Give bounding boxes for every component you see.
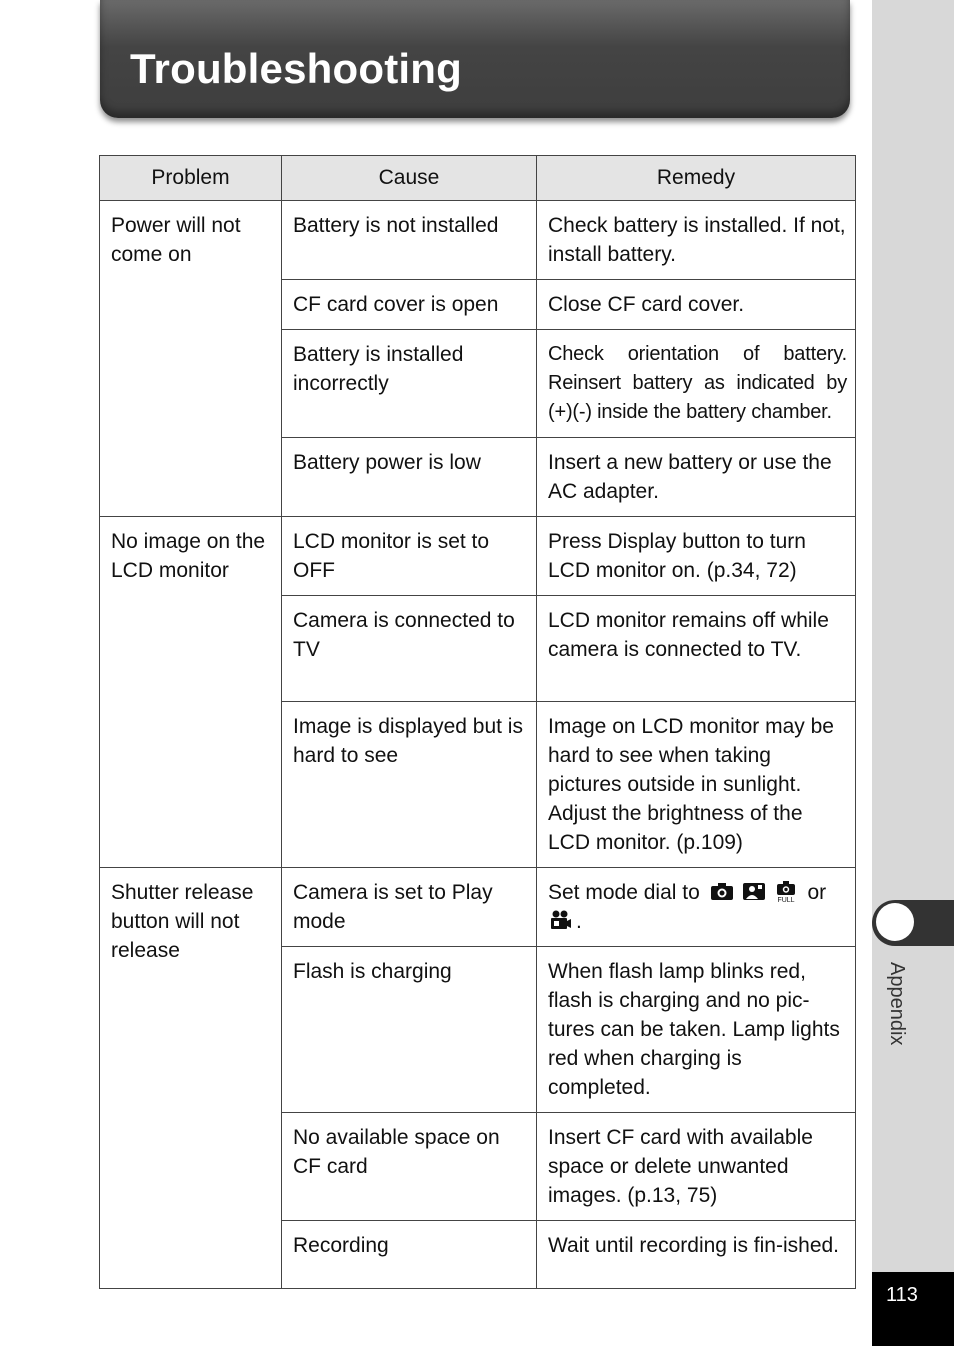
- table-row: [100, 868, 856, 947]
- portrait-icon: [742, 880, 766, 902]
- section-label: Appendix: [886, 962, 908, 1046]
- problem-cell: Shutter release button will not release: [100, 868, 282, 1289]
- remedy-cell: Press Display button to turn LCD monitor on. (p.34, 72): [537, 517, 856, 596]
- remedy-end: .: [576, 910, 582, 933]
- movie-icon: [548, 909, 572, 931]
- remedy-cell: Wait until recording is fin-ished.: [537, 1221, 856, 1289]
- header-remedy: Remedy: [537, 156, 856, 201]
- sidebar-strip: [872, 0, 954, 1346]
- header-problem: Problem: [100, 156, 282, 201]
- troubleshooting-table: [99, 155, 856, 1289]
- cause-cell: LCD monitor is set to OFF: [282, 517, 537, 596]
- remedy-cell: [537, 868, 856, 947]
- problem-cell: Power will not come on: [100, 201, 282, 517]
- cause-cell: No available space on CF card: [282, 1113, 537, 1221]
- cause-cell: Image is displayed but is hard to see: [282, 702, 537, 868]
- remedy-cell: Image on LCD monitor may be hard to see when taking pictures outside in sunlight. Adjust the brightness of the LCD monitor. (p.109): [537, 702, 856, 868]
- cause-cell: Battery is not installed: [282, 201, 537, 280]
- remedy-cell: Insert CF card with available space or delete unwanted images. (p.13, 75): [537, 1113, 856, 1221]
- header-row: [100, 156, 856, 201]
- remedy-cell: When flash lamp blinks red, flash is charging and no pic-tures can be taken. Lamp lights red when charging is completed.: [537, 947, 856, 1113]
- problem-cell: No image on the LCD monitor: [100, 517, 282, 868]
- remedy-cell: Insert a new battery or use the AC adapter.: [537, 438, 856, 517]
- cause-cell: CF card cover is open: [282, 280, 537, 330]
- cause-cell: Battery is installed incorrectly: [282, 330, 537, 438]
- camera-icon: [710, 880, 734, 902]
- cause-cell: Flash is charging: [282, 947, 537, 1113]
- remedy-cell: Close CF card cover.: [537, 280, 856, 330]
- cause-cell: Recording: [282, 1221, 537, 1289]
- remedy-text: Set mode dial to: [548, 881, 700, 904]
- title-bar: [100, 0, 850, 118]
- remedy-or: or: [807, 881, 827, 904]
- table-row: [100, 201, 856, 280]
- section-tab-dot: [876, 903, 914, 941]
- remedy-cell: Check battery is installed. If not, install battery.: [537, 201, 856, 280]
- table-row: [100, 517, 856, 596]
- camera-full-icon: [774, 879, 798, 905]
- header-cause: Cause: [282, 156, 537, 201]
- page-number: 113: [886, 1284, 918, 1306]
- page-title: Troubleshooting: [130, 45, 462, 92]
- cause-cell: Camera is set to Play mode: [282, 868, 537, 947]
- full-label: FULL: [777, 897, 795, 904]
- remedy-cell: Check orientation of battery. Reinsert battery as indicated by (+)(-) inside the battery chamber.: [537, 330, 856, 438]
- cause-cell: Camera is connected to TV: [282, 596, 537, 702]
- remedy-cell: LCD monitor remains off while camera is connected to TV.: [537, 596, 856, 702]
- cause-cell: Battery power is low: [282, 438, 537, 517]
